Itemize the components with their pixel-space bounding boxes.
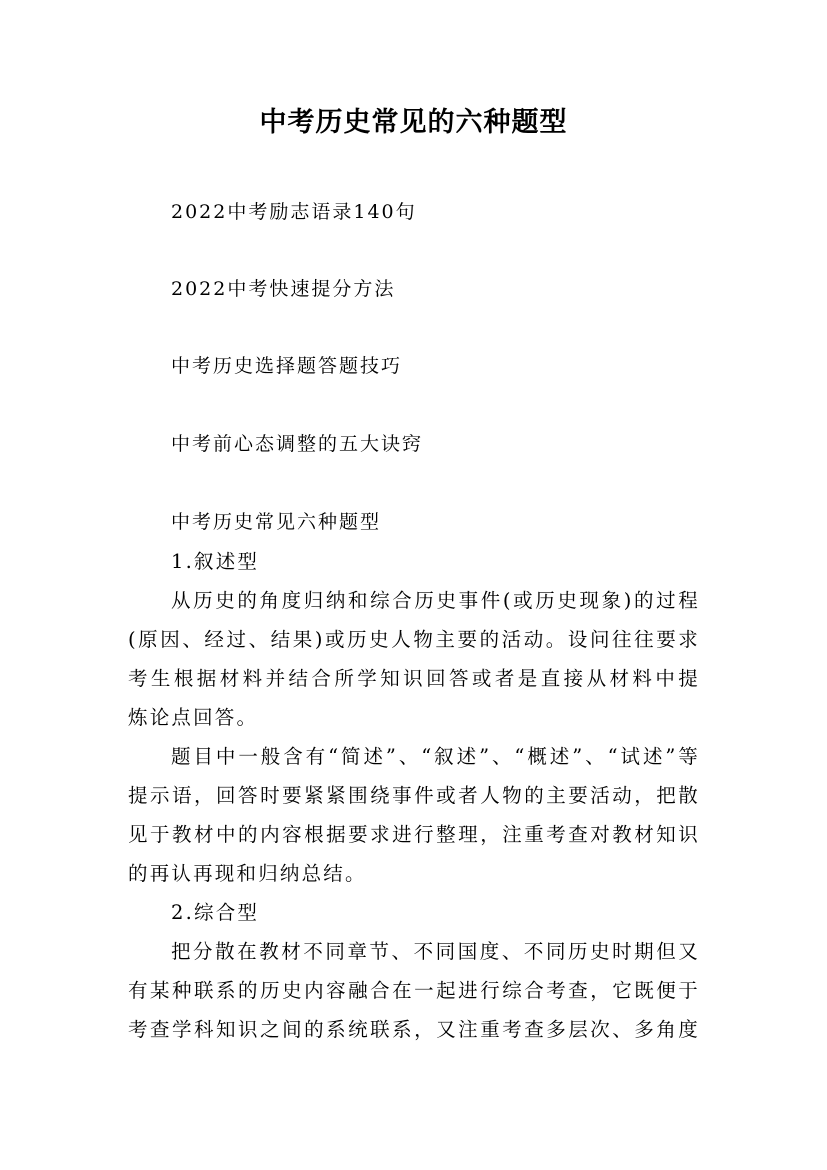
paragraph-line: 的再认再现和归纳总结。 <box>128 862 367 885</box>
paragraph-line: (原因、经过、结果)或历史人物主要的活动。设问往往要求 <box>128 628 700 651</box>
section-heading-comprehensive: 2.综合型 <box>171 901 260 924</box>
paragraph-line: 把分散在教材不同章节、不同国度、不同历史时期但又 <box>171 940 700 963</box>
related-link-choice-tips[interactable]: 中考历史选择题答题技巧 <box>171 355 403 377</box>
paragraph-line: 题目中一般含有“简述”、“叙述”、“概述”、“试述”等 <box>171 745 700 768</box>
related-link-mindset-tips[interactable]: 中考前心态调整的五大诀窍 <box>171 433 424 455</box>
related-link-motivational-quotes[interactable]: 2022中考励志语录140句 <box>171 201 417 223</box>
article-body <box>128 542 700 1049</box>
related-link-score-methods[interactable]: 2022中考快速提分方法 <box>171 278 396 300</box>
paragraph-line: 提示语，回答时要紧紧围绕事件或者人物的主要活动，把散 <box>128 784 700 807</box>
document-title: 中考历史常见的六种题型 <box>259 107 568 138</box>
paragraph-line: 有某种联系的历史内容融合在一起进行综合考查，它既便于 <box>128 979 700 1002</box>
paragraph-line: 见于教材中的内容根据要求进行整理，注重考查对教材知识 <box>128 823 700 846</box>
paragraph-line: 从历史的角度归纳和综合历史事件(或历史现象)的过程 <box>171 589 700 612</box>
paragraph-line: 炼论点回答。 <box>128 706 259 729</box>
related-link-six-question-types[interactable]: 中考历史常见六种题型 <box>171 511 382 533</box>
paragraph-line: 考查学科知识之间的系统联系，又注重考查多层次、多角度 <box>128 1018 700 1041</box>
paragraph-line: 考生根据材料并结合所学知识回答或者是直接从材料中提 <box>128 667 700 690</box>
section-heading-narrative: 1.叙述型 <box>171 550 260 573</box>
